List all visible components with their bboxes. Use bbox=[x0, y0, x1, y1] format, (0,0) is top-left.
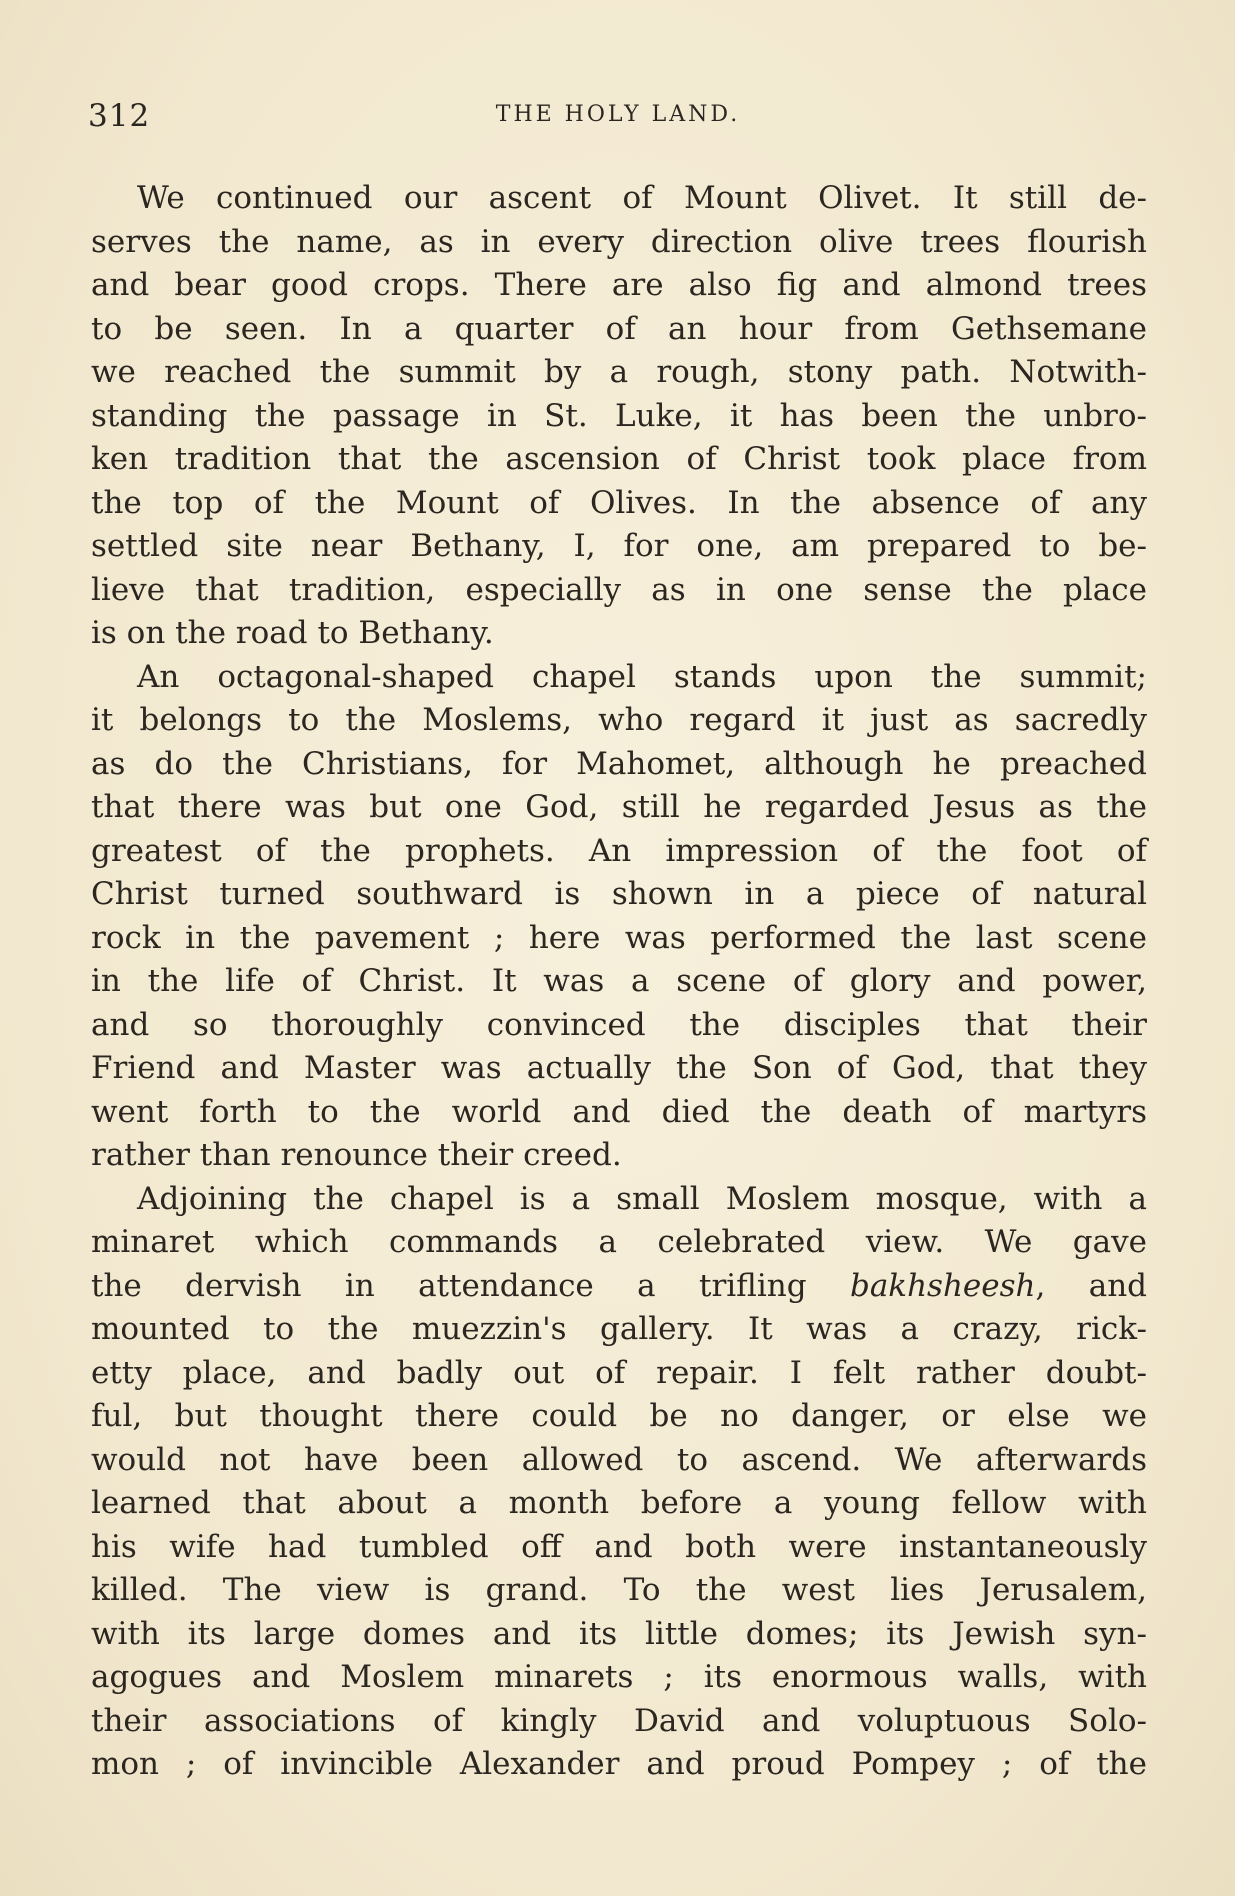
text-line: Friend and Master was actually the Son of God, that they bbox=[91, 1050, 1147, 1086]
text-line: lieve that tradition, especially as in one sense the place bbox=[91, 571, 1147, 608]
body-text bbox=[91, 177, 1147, 1787]
page-header bbox=[88, 98, 1148, 138]
text-line: Christ turned southward is shown in a piece of natural bbox=[91, 876, 1147, 912]
running-head: THE HOLY LAND. bbox=[495, 102, 741, 127]
text-line: standing the passage in St. Luke, it has been the unbro- bbox=[91, 397, 1147, 434]
text-line: An octagonal-shaped chapel stands upon the summit; bbox=[137, 658, 1147, 695]
text-line: etty place, and badly out of repair. I felt rather doubt- bbox=[91, 1354, 1147, 1391]
page-number: 312 bbox=[88, 98, 151, 134]
text-line: is on the road to Bethany. bbox=[91, 615, 494, 651]
text-line: the top of the Mount of Olives. In the absence of any bbox=[91, 484, 1147, 521]
text-line: we reached the summit by a rough, stony path. Notwith- bbox=[91, 354, 1147, 390]
text-line: ken tradition that the ascension of Christ took place from bbox=[91, 441, 1147, 477]
text-line-with-italic bbox=[91, 1265, 1147, 1309]
text-line: would not have been allowed to ascend. We afterwards bbox=[91, 1441, 1147, 1478]
text-line: serves the name, as in every direction olive trees flourish bbox=[91, 223, 1147, 260]
text-line: mounted to the muezzin's gallery. It was a crazy, rick- bbox=[91, 1311, 1147, 1347]
text-line: it belongs to the Moslems, who regard it just as sacredly bbox=[91, 702, 1147, 738]
italic-word: bakhsheesh bbox=[849, 1267, 1036, 1304]
text-line: minaret which commands a celebrated view. We gave bbox=[91, 1224, 1147, 1260]
text-line: We continued our ascent of Mount Olivet. It still de- bbox=[137, 180, 1147, 216]
text-line: greatest of the prophets. An impression of the foot of bbox=[91, 832, 1147, 869]
text-segment: , and bbox=[1035, 1267, 1147, 1304]
text-line: learned that about a month before a young fellow with bbox=[91, 1485, 1147, 1521]
text-line: rather than renounce their creed. bbox=[91, 1137, 622, 1173]
text-line: to be seen. In a quarter of an hour from Gethsemane bbox=[91, 310, 1147, 347]
text-line: in the life of Christ. It was a scene of glory and power, bbox=[91, 963, 1147, 999]
text-line: and bear good crops. There are also fig and almond trees bbox=[91, 267, 1147, 303]
text-line: Adjoining the chapel is a small Moslem mosque, with a bbox=[137, 1180, 1147, 1217]
text-line: with its large domes and its little domes; its Jewish syn- bbox=[91, 1615, 1147, 1652]
text-line: went forth to the world and died the death of martyrs bbox=[91, 1093, 1147, 1130]
text-line: ful, but thought there could be no danger, or else we bbox=[91, 1398, 1147, 1434]
text-line: their associations of kingly David and voluptuous Solo- bbox=[91, 1702, 1147, 1739]
text-line: rock in the pavement ; here was performed the last scene bbox=[91, 919, 1147, 956]
text-segment: the dervish in attendance a trifling bbox=[91, 1267, 850, 1304]
text-line: agogues and Moslem minarets ; its enormous walls, with bbox=[91, 1659, 1147, 1695]
text-line: his wife had tumbled off and both were instantaneously bbox=[91, 1528, 1147, 1565]
text-line: settled site near Bethany, I, for one, am prepared to be- bbox=[91, 528, 1147, 564]
text-line: as do the Christians, for Mahomet, although he preached bbox=[91, 745, 1147, 782]
text-line: mon ; of invincible Alexander and proud Pompey ; of the bbox=[91, 1746, 1147, 1782]
text-line: killed. The view is grand. To the west lies Jerusalem, bbox=[91, 1572, 1147, 1608]
text-line: that there was but one God, still he regarded Jesus as the bbox=[91, 789, 1147, 825]
text-line: and so thoroughly convinced the disciples that their bbox=[91, 1006, 1147, 1043]
